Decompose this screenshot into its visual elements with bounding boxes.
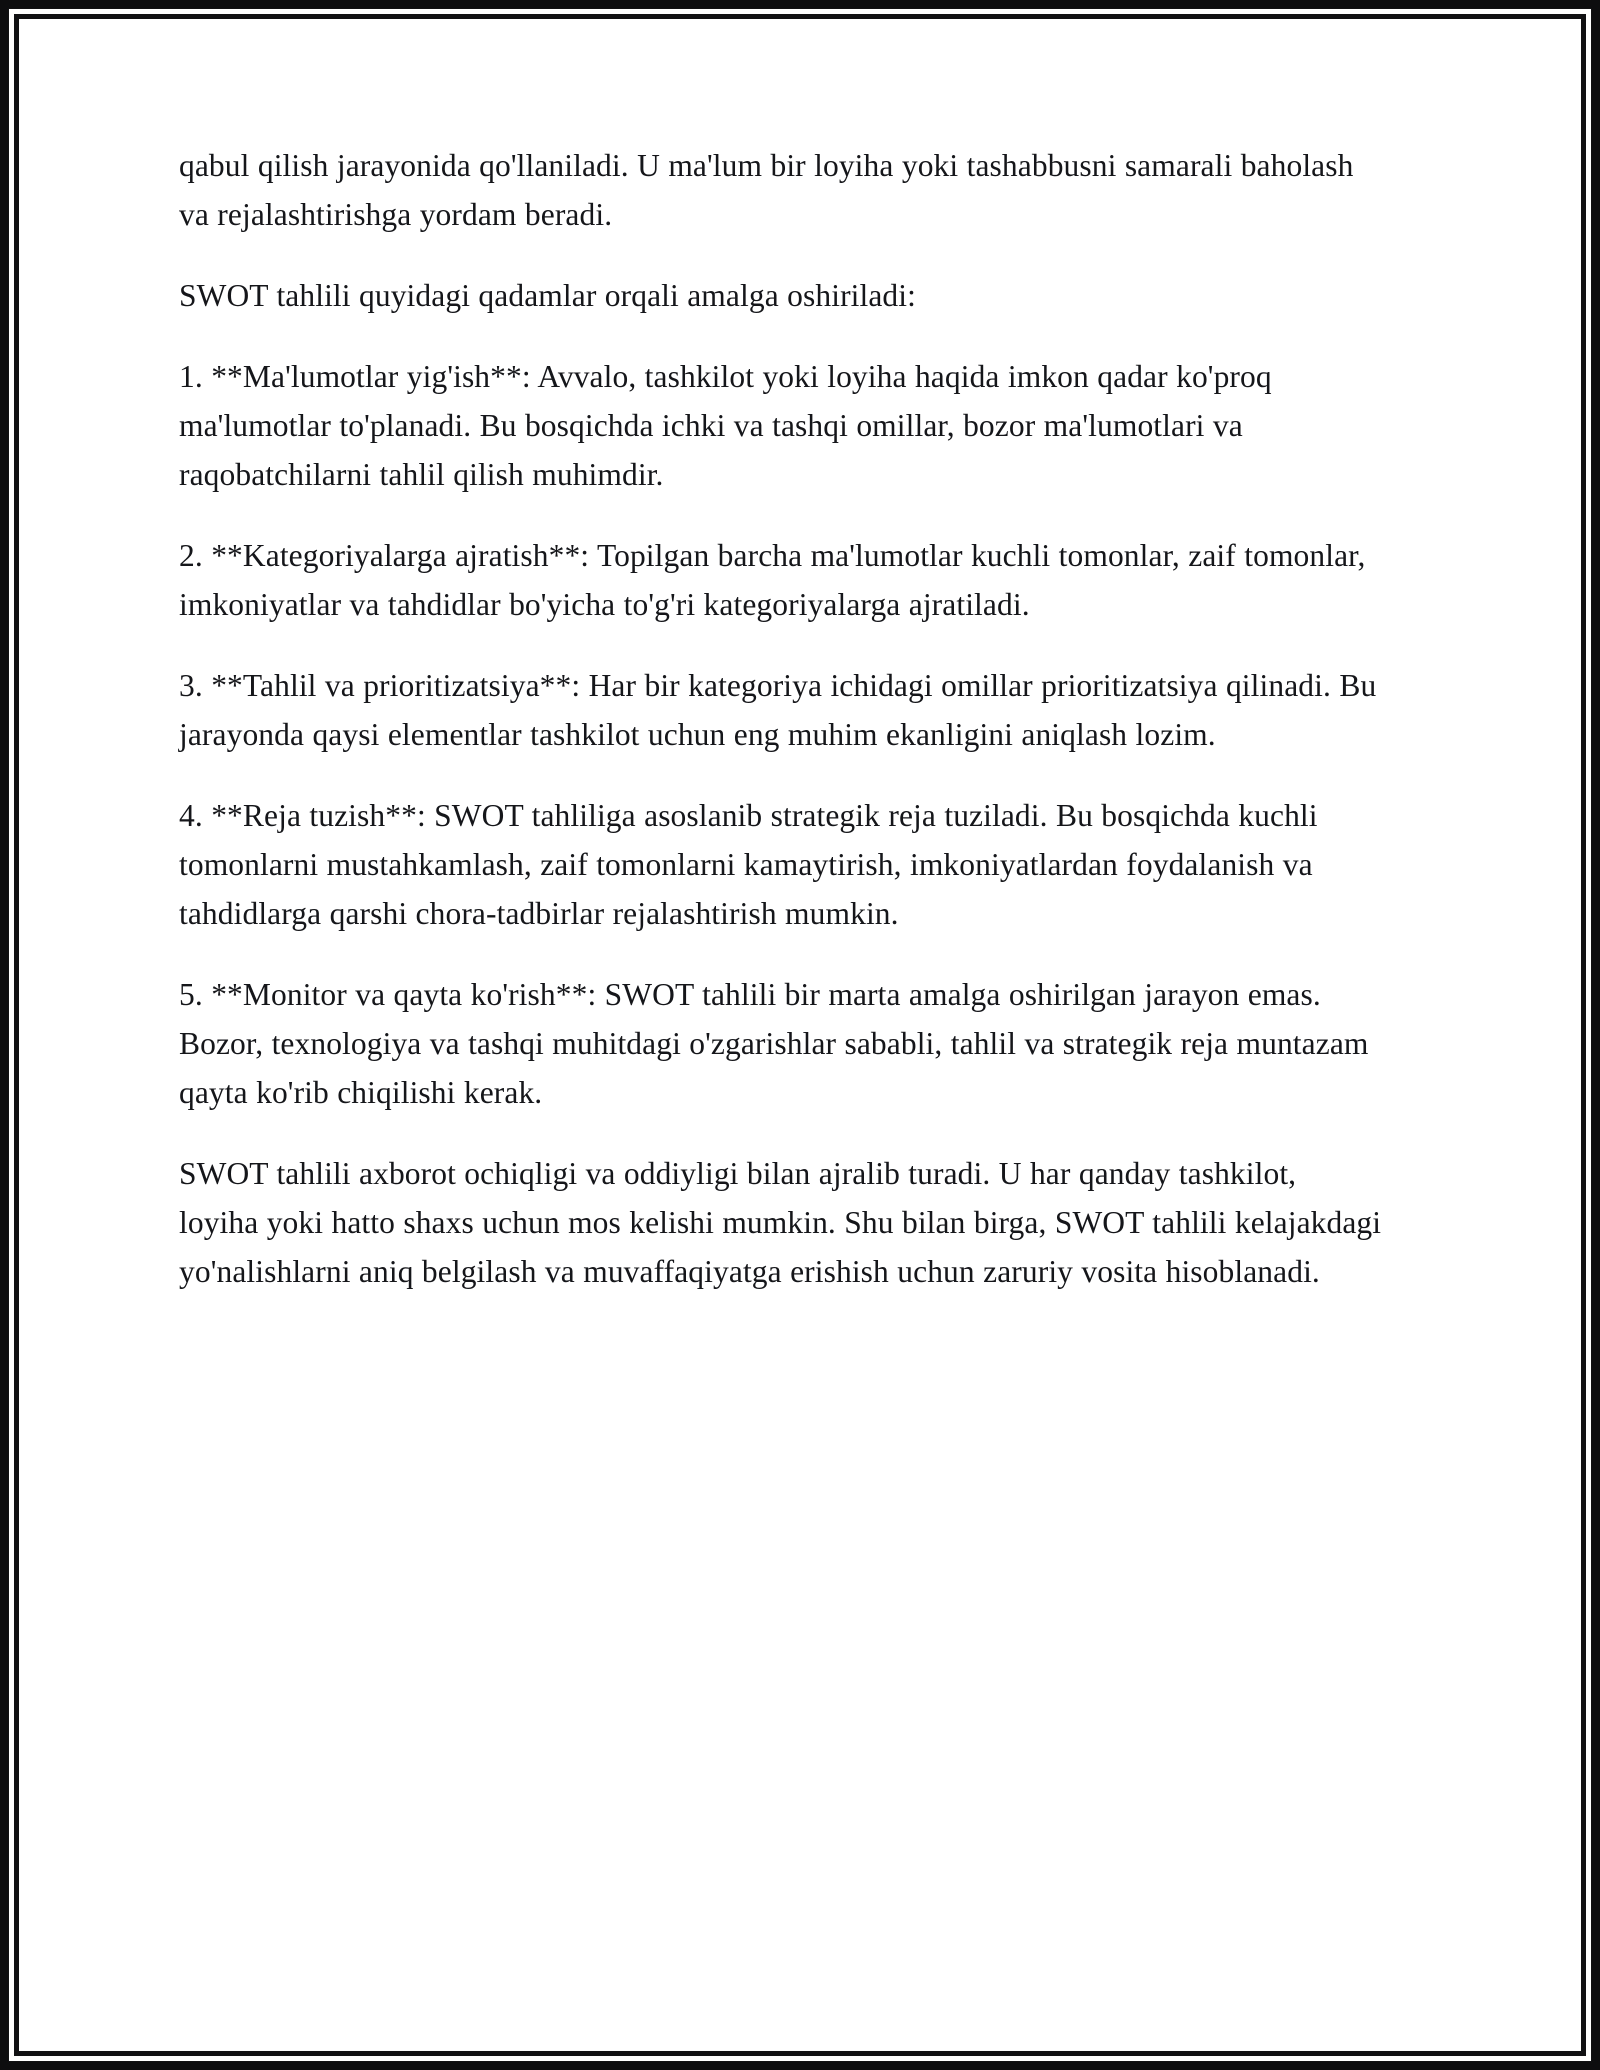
document-page [14, 14, 1586, 2056]
paragraph-intro-continued: qabul qilish jarayonida qo'llaniladi. U ma'lum bir loyiha yoki tashabbusni samarali baholash va rejalashtirishga yordam beradi. [179, 148, 1354, 232]
document-text-body [179, 141, 1383, 1296]
paragraph-step-5: 5. **Monitor va qayta ko'rish**: SWOT tahlili bir marta amalga oshirilgan jarayon emas. Bozor, texnologiya va tashqi muhitdagi o'zgarishlar sababli, tahlil va strategik reja muntazam qayta ko'rib chiqilishi kerak. [179, 977, 1369, 1110]
paragraph-step-2: 2. **Kategoriyalarga ajratish**: Topilgan barcha ma'lumotlar kuchli tomonlar, zaif tomonlar, imkoniyatlar va tahdidlar bo'yicha to'g'ri kategoriyalarga ajratiladi. [179, 538, 1366, 622]
paragraph-steps-lead-in: SWOT tahlili quyidagi qadamlar orqali amalga oshiriladi: [179, 278, 916, 313]
paragraph-conclusion: SWOT tahlili axborot ochiqligi va oddiyligi bilan ajralib turadi. U har qanday tashkilot, loyiha yoki hatto shaxs uchun mos kelishi mumkin. Shu bilan birga, SWOT tahlili kelajakdagi yo'nalishlarni aniq belgilash va muvaffaqiyatga erishish uchun zaruriy vosita hisoblanadi. [179, 1156, 1382, 1289]
page-border-outer-rule [8, 8, 1592, 2062]
page-content-area [19, 19, 1581, 2051]
paragraph-step-4: 4. **Reja tuzish**: SWOT tahliliga asoslanib strategik reja tuziladi. Bu bosqichda kuchli tomonlarni mustahkamlash, zaif tomonlarni kamaytirish, imkoniyatlardan foydalanish va tahdidlarga qarshi chora-tadbirlar rejalashtirish mumkin. [179, 798, 1318, 931]
paragraph-step-3: 3. **Tahlil va prioritizatsiya**: Har bir kategoriya ichidagi omillar prioritizatsiya qilinadi. Bu jarayonda qaysi elementlar tashkilot uchun eng muhim ekanligini aniqlash lozim. [179, 668, 1377, 752]
paragraph-step-1: 1. **Ma'lumotlar yig'ish**: Avvalo, tashkilot yoki loyiha haqida imkon qadar ko'proq ma'lumotlar to'planadi. Bu bosqichda ichki va tashqi omillar, bozor ma'lumotlari va raqobatchilarni tahlil qilish muhimdir. [179, 359, 1272, 492]
